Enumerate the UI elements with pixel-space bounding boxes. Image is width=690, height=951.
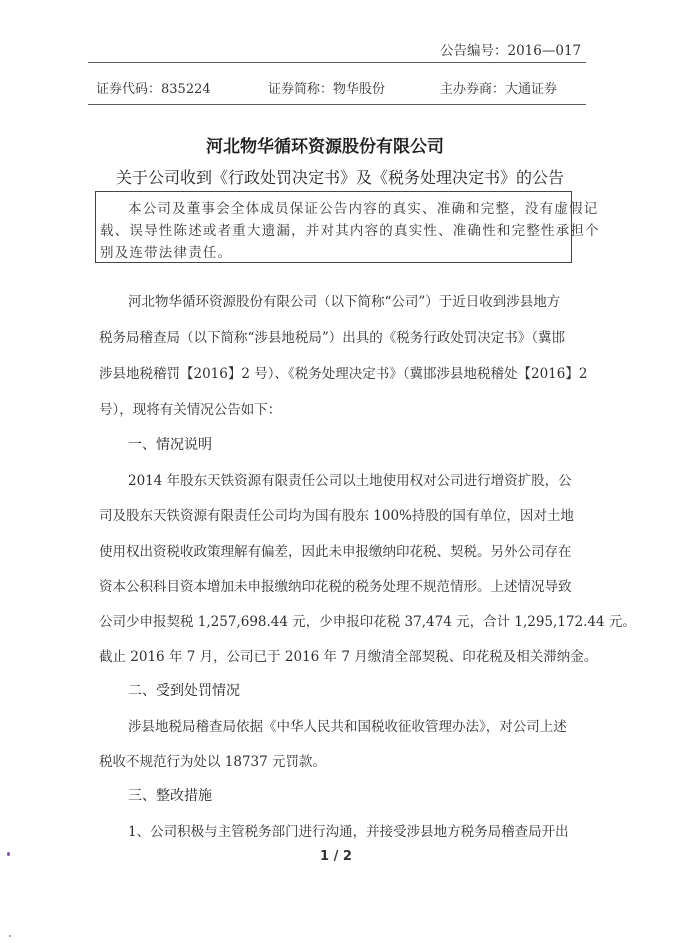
page-number: 1 / 2 (320, 849, 352, 864)
section2-line-2: 税收不规范行为处以 18737 元罚款。 (99, 754, 327, 770)
section1-line-5: 公司少申报契税 1,257,698.44 元，少申报印花税 37,474 元，合计 1,295,172.44 元。 (99, 614, 636, 630)
intro-line-2: 税务局稽查局（以下简称“涉县地税局”）出具的《税务行政处罚决定书》（冀邯 (99, 330, 566, 346)
section1-line-1: 2014 年股东天铁资源有限责任公司以土地使用权对公司进行增资扩股，公 (128, 473, 572, 489)
announcement-subtitle: 关于公司收到《行政处罚决定书》及《税务处理决定书》的公告 (116, 168, 565, 187)
stock-name: 证券简称：物华股份 (268, 82, 386, 97)
header-rule-bottom (88, 104, 586, 105)
section3-line-1: 1、公司积极与主管税务部门进行沟通，并接受涉县地方税务局稽查局开出 (128, 824, 569, 840)
section2-line-1: 涉县地税局稽查局依据《中华人民共和国税收征收管理办法》，对公司上述 (128, 719, 567, 735)
disclaimer-line-1: 本公司及董事会全体成员保证公告内容的真实、准确和完整，没有虚假记 (128, 201, 599, 217)
section-heading-1: 一、情况说明 (128, 437, 212, 453)
section1-line-2: 司及股东天铁资源有限责任公司均为国有股东 100%持股的国有单位，因对土地 (99, 508, 574, 524)
intro-line-3: 涉县地税稽罚【2016】2 号）、《税务处理决定书》（冀邯涉县地税稽处【2016】2 (99, 366, 588, 382)
intro-line-1: 河北物华循环资源股份有限公司（以下简称“公司”）于近日收到涉县地方 (128, 294, 561, 310)
sponsor-broker: 主办券商：大通证券 (440, 82, 558, 97)
disclaimer-line-3: 别及连带法律责任。 (100, 245, 233, 261)
stock-code: 证券代码：835224 (96, 82, 211, 97)
section-heading-2: 二、受到处罚情况 (128, 683, 240, 699)
scan-speck (9, 935, 11, 937)
announcement-number: 公告编号：2016—017 (440, 43, 582, 59)
scan-speck (7, 852, 10, 856)
section1-line-6: 截止 2016 年 7 月，公司已于 2016 年 7 月缴清全部契税、印花税及相关滞纳金。 (99, 649, 598, 665)
company-title: 河北物华循环资源股份有限公司 (206, 137, 444, 157)
section1-line-3: 使用权出资税收政策理解有偏差，因此未申报缴纳印花税、契税。另外公司存在 (99, 544, 572, 560)
header-rule-top (88, 62, 586, 63)
section-heading-3: 三、整改措施 (128, 788, 212, 804)
disclaimer-line-2: 载、误导性陈述或者重大遗漏，并对其内容的真实性、准确性和完整性承担个 (100, 223, 600, 239)
intro-line-4: 号），现将有关情况公告如下： (99, 402, 282, 418)
section1-line-4: 资本公积科目资本增加未申报缴纳印花税的税务处理不规范情形。上述情况导致 (99, 579, 572, 595)
